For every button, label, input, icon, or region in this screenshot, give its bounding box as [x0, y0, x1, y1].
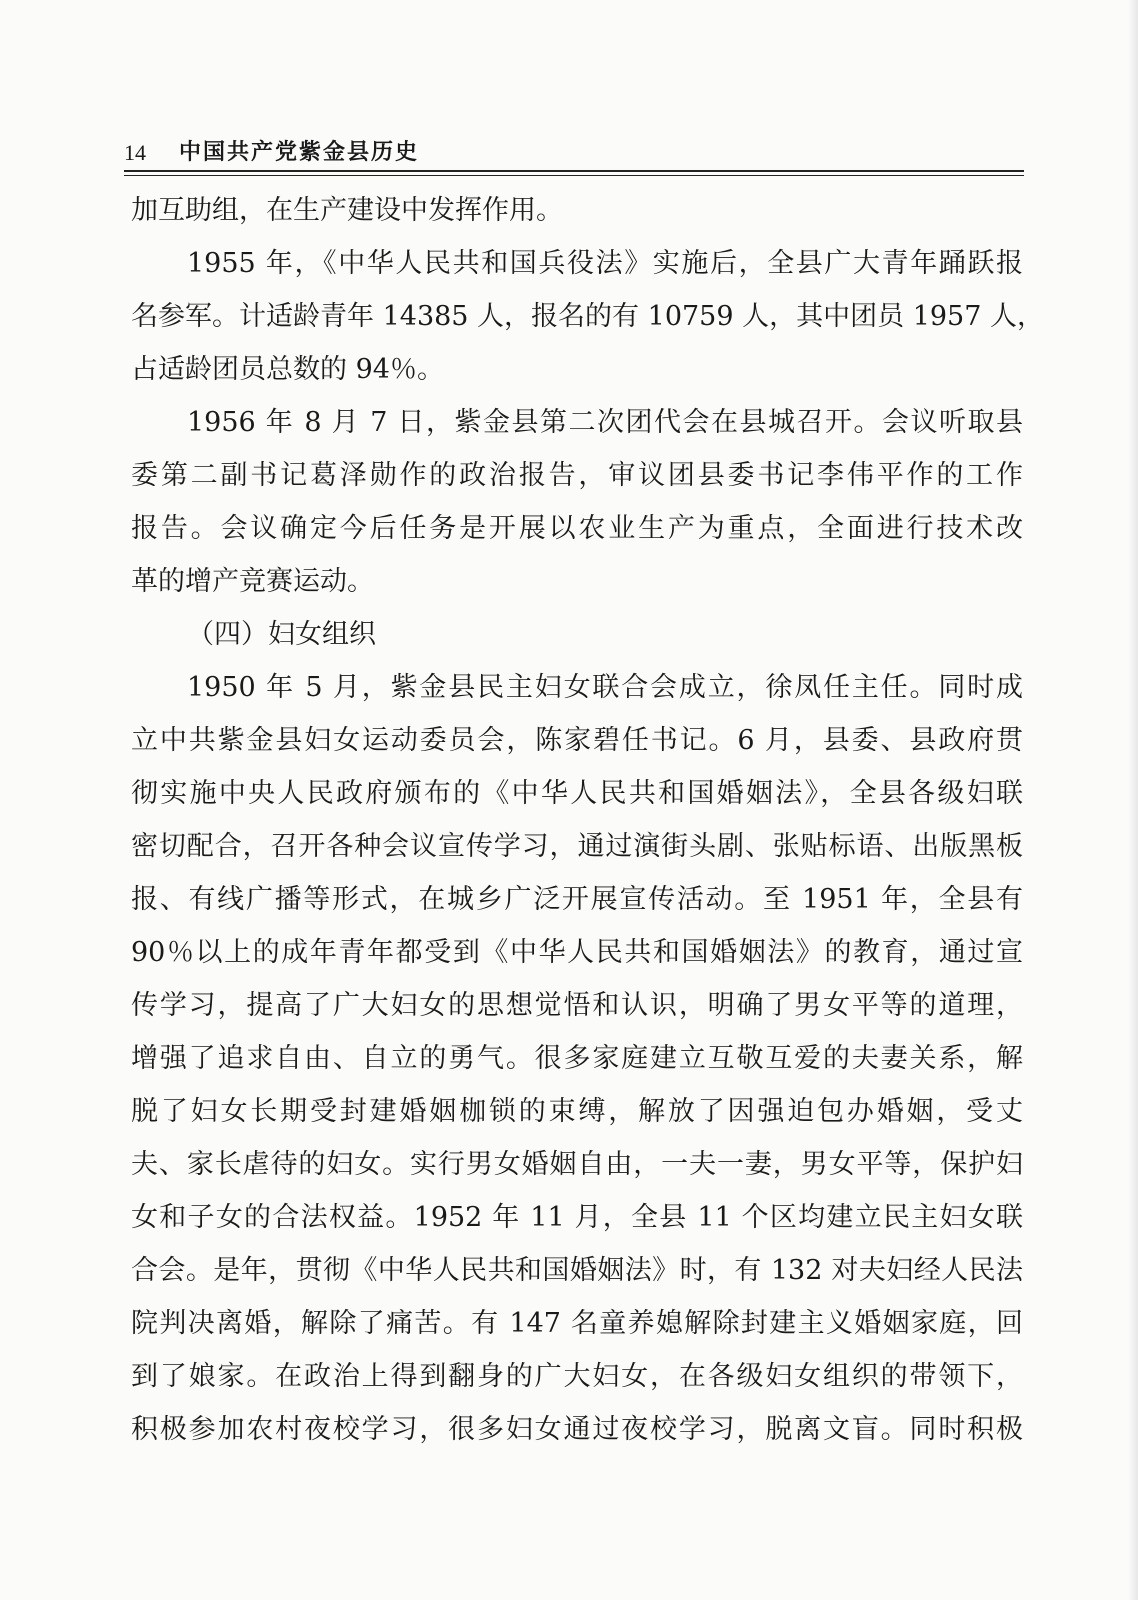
text-line: 名参军。计适龄青年 14385 人，报名的有 10759 人，其中团员 1957 人， — [131, 301, 1044, 332]
text-line: 1956 年 8 月 7 日，紫金县第二次团代会在县城召开。会议听取县 — [187, 407, 1023, 438]
running-header — [124, 136, 1024, 170]
text-line: 到了娘家。在政治上得到翻身的广大妇女，在各级妇女组织的带领下， — [131, 1361, 1023, 1392]
header-rule — [124, 170, 1024, 176]
text-line: 增强了追求自由、自立的勇气。很多家庭建立互敬互爱的夫妻关系，解 — [131, 1043, 1023, 1074]
text-line: 彻实施中央人民政府颁布的《中华人民共和国婚姻法》，全县各级妇联 — [131, 778, 1023, 809]
text-line: 报告。会议确定今后任务是开展以农业生产为重点，全面进行技术改 — [131, 513, 1023, 544]
text-line: 革的增产竞赛运动。 — [131, 566, 374, 597]
text-line: 夫、家长虐待的妇女。实行男女婚姻自由，一夫一妻，男女平等，保护妇 — [131, 1149, 1023, 1180]
text-line: 报、有线广播等形式，在城乡广泛开展宣传活动。至 1951 年，全县有 — [131, 884, 1023, 915]
text-line: 积极参加农村夜校学习，很多妇女通过夜校学习，脱离文盲。同时积极 — [131, 1414, 1023, 1445]
text-line: 院判决离婚，解除了痛苦。有 147 名童养媳解除封建主义婚姻家庭，回 — [131, 1308, 1023, 1339]
text-line: 占适龄团员总数的 94％。 — [131, 354, 444, 385]
text-line: 合会。是年，贯彻《中华人民共和国婚姻法》时，有 132 对夫妇经人民法 — [131, 1255, 1023, 1286]
text-line: 立中共紫金县妇女运动委员会，陈家碧任书记。6 月，县委、县政府贯 — [131, 725, 1023, 756]
text-line: 委第二副书记葛泽勋作的政治报告，审议团县委书记李伟平作的工作 — [131, 460, 1023, 491]
text-line: 1950 年 5 月，紫金县民主妇女联合会成立，徐凤任主任。同时成 — [187, 672, 1023, 703]
text-line: 1955 年，《中华人民共和国兵役法》实施后，全县广大青年踊跃报 — [187, 248, 1023, 279]
text-line: 加互助组，在生产建设中发挥作用。 — [131, 195, 563, 226]
text-line: 女和子女的合法权益。1952 年 11 月，全县 11 个区均建立民主妇女联 — [131, 1202, 1023, 1233]
page-number: 14 — [124, 140, 146, 165]
text-line: 传学习，提高了广大妇女的思想觉悟和认识，明确了男女平等的道理， — [131, 990, 1023, 1021]
book-title: 中国共产党紫金县历史 — [179, 140, 420, 165]
body-text — [131, 184, 1044, 1456]
text-line: 脱了妇女长期受封建婚姻枷锁的束缚，解放了因强迫包办婚姻，受丈 — [131, 1096, 1023, 1127]
section-heading: （四）妇女组织 — [187, 619, 376, 650]
scan-edge-shadow — [1128, 0, 1138, 1600]
text-line: 密切配合，召开各种会议宣传学习，通过演街头剧、张贴标语、出版黑板 — [131, 831, 1023, 862]
text-line: 90％以上的成年青年都受到《中华人民共和国婚姻法》的教育，通过宣 — [131, 937, 1023, 968]
